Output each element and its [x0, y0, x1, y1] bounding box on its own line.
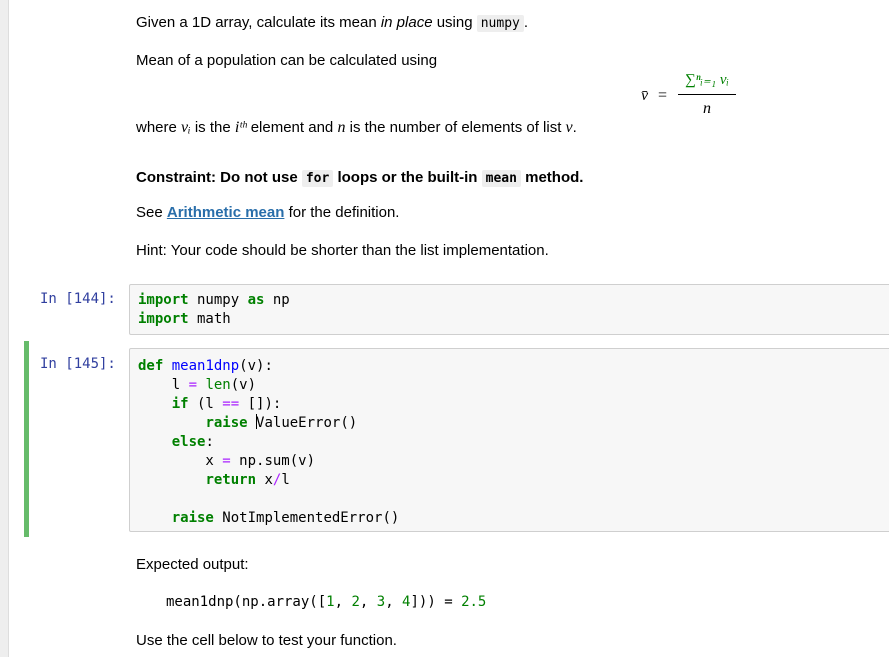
mean-formula: [641, 70, 751, 122]
code-text: ])) =: [410, 594, 462, 610]
expected-output-code: [166, 594, 486, 610]
keyword-as: as: [247, 292, 265, 308]
where-text: [136, 119, 577, 137]
constraint-part: loops or the built-in: [333, 169, 482, 186]
constraint-part: method.: [520, 169, 584, 186]
see-definition-text: [136, 204, 399, 222]
see-part: See: [136, 204, 167, 221]
hint-text: Hint: Your code should be shorter than the list implementation.: [136, 242, 549, 259]
keyword-def: def: [138, 358, 164, 374]
code-text: (l: [188, 396, 223, 412]
operator: =: [188, 377, 198, 393]
var-vi: vᵢ: [181, 119, 191, 136]
var-n: n: [337, 119, 346, 136]
cell-prompt-144: In [144]:: [40, 291, 116, 307]
number: 2: [351, 594, 360, 610]
code-text: l: [281, 472, 290, 488]
keyword-else: else: [171, 434, 206, 450]
code-text: :: [205, 434, 214, 450]
number: 2.5: [461, 594, 487, 610]
code-text: ValueError(): [256, 415, 358, 431]
constraint-text: [136, 169, 583, 188]
operator: =: [222, 453, 231, 469]
formula-lhs: v̄: [641, 87, 649, 104]
code-text: np: [264, 292, 290, 308]
code-text: numpy: [188, 292, 248, 308]
code-editor-145[interactable]: [138, 357, 399, 528]
number: 3: [376, 594, 386, 610]
code-text: x: [138, 453, 223, 469]
code-text: ,: [334, 594, 352, 610]
operator: /: [272, 472, 282, 488]
intro-period: .: [523, 14, 529, 31]
keyword-import: import: [138, 292, 189, 308]
operator: ==: [222, 396, 240, 412]
formula-equals: =: [658, 87, 668, 104]
where-part: where: [136, 119, 182, 136]
code-text: ,: [385, 594, 403, 610]
expected-output-label: Expected output:: [136, 556, 249, 573]
formula-fraction-bar: [678, 94, 736, 95]
number: 1: [326, 594, 335, 610]
code-text: (v):: [239, 358, 273, 374]
code-cell-145[interactable]: [129, 348, 889, 532]
cell-prompt-145: In [145]:: [40, 356, 116, 372]
code-text: []):: [239, 396, 282, 412]
var-v: v: [565, 119, 573, 136]
keyword-return: return: [205, 472, 257, 488]
intro-text: [136, 14, 528, 33]
where-part: element and: [246, 119, 338, 136]
var-ith: iᵗʰ: [234, 119, 247, 136]
code-text: ,: [359, 594, 377, 610]
code-text: l: [138, 377, 189, 393]
keyword-import: import: [138, 311, 189, 327]
arithmetic-mean-link[interactable]: Arithmetic mean: [166, 204, 285, 221]
where-part: is the: [190, 119, 235, 136]
keyword-raise: raise: [171, 510, 214, 526]
see-part: for the definition.: [284, 204, 400, 221]
code-text: NotImplementedError(): [213, 510, 400, 526]
code-editor-144[interactable]: [138, 291, 290, 329]
function-name: mean1dnp: [171, 358, 240, 374]
where-part: is the number of elements of list: [345, 119, 566, 136]
keyword-if: if: [171, 396, 189, 412]
mean-definition-text: Mean of a population can be calculated using: [136, 52, 438, 69]
code-text: np.sum(v): [230, 453, 316, 469]
inline-code-mean: mean: [482, 170, 521, 187]
code-cell-144[interactable]: [129, 284, 889, 335]
builtin-len: len: [205, 377, 231, 393]
notebook-left-gutter: [0, 0, 9, 657]
inline-code-numpy: numpy: [477, 15, 524, 32]
intro-text-start: Given a 1D array, calculate its mean: [136, 14, 381, 31]
intro-emphasis: in place: [380, 14, 433, 31]
where-part: .: [572, 119, 577, 136]
formula-numerator: ∑ⁿᵢ₌₁ vᵢ: [685, 72, 729, 88]
code-text: mean1dnp(np.array([: [166, 594, 327, 610]
constraint-part: Constraint: Do not use: [136, 169, 302, 186]
inline-code-for: for: [302, 170, 333, 187]
formula-denominator: n: [703, 100, 711, 117]
test-instruction-text: Use the cell below to test your function.: [136, 632, 397, 649]
code-text: (v): [230, 377, 257, 393]
code-text: math: [188, 311, 231, 327]
number: 4: [402, 594, 411, 610]
code-text: x: [256, 472, 273, 488]
keyword-raise: raise: [205, 415, 248, 431]
intro-using: using: [432, 14, 477, 31]
